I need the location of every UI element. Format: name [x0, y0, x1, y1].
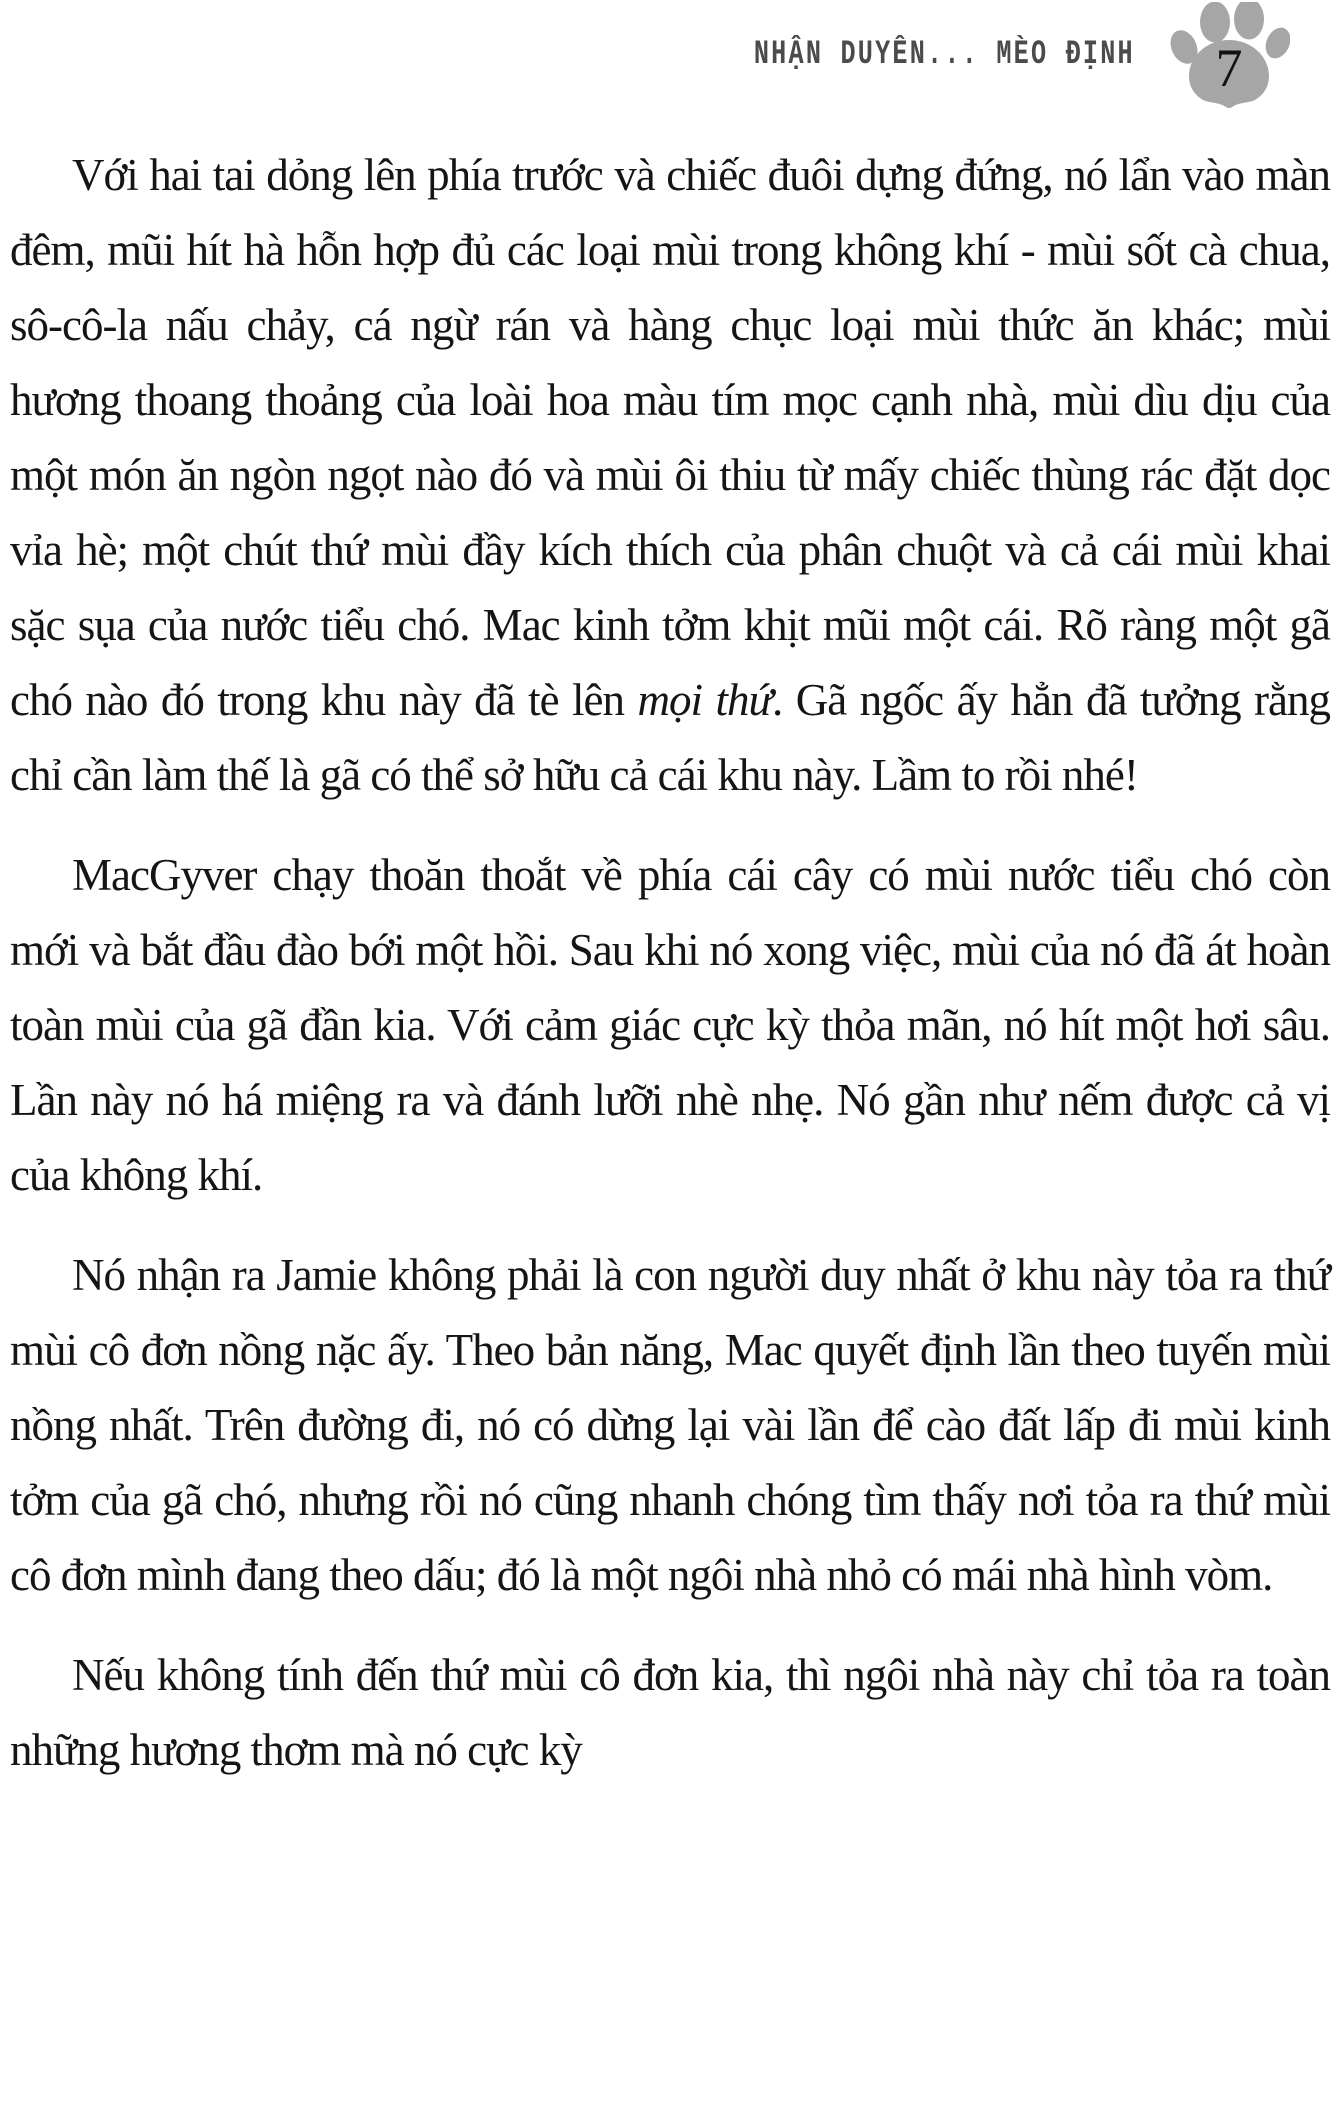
running-header	[0, 0, 1340, 118]
page-body	[10, 138, 1330, 1813]
paragraph-2: MacGyver chạy thoăn thoắt về phía cái cây có mùi nước tiểu chó còn mới và bắt đầu đào bới một hồi. Sau khi nó xong việc, mùi của nó đã át hoàn toàn mùi của gã đần kia. Với cảm giác cực kỳ thỏa mãn, nó hít một hơi sâu. Lần này nó há miệng ra và đánh lưỡi nhè nhẹ. Nó gần như nếm được cả vị của không khí.	[10, 850, 1330, 1200]
paragraph-1	[10, 138, 1330, 813]
paragraph-1-text-end: . Gã ngốc ấy hẳn đã tưởng rằng chỉ cần làm thế là gã có thể sở hữu cả cái khu này. Lầm to rồi nhé!	[10, 675, 1330, 800]
paragraph-1-text-start: Với hai tai dỏng lên phía trước và chiếc đuôi dựng đứng, nó lẩn vào màn đêm, mũi hít hà hỗn hợp đủ các loại mùi trong không khí - mùi sốt cà chua, sô-cô-la nấu chảy, cá ngừ rán và hàng chục loại mùi thức ăn khác; mùi hương thoang thoảng của loài hoa màu tím mọc cạnh nhà, mùi dìu dịu của một món ăn ngòn ngọt nào đó và mùi ôi thiu từ mấy chiếc thùng rác đặt dọc vỉa hè; một chút thứ mùi đầy kích thích của phân chuột và cả cái mùi khai sặc sụa của nước tiểu chó. Mac kinh tởm khịt mũi một cái. Rõ ràng một gã chó nào đó trong khu này đã tè lên	[10, 150, 1330, 725]
paw-print-icon	[1168, 2, 1290, 112]
paragraph-1-italic-phrase: mọi thứ	[637, 675, 772, 725]
chapter-title: NHẬN DUYÊN... MÈO ĐỊNH	[753, 36, 1135, 74]
paragraph-4: Nếu không tính đến thứ mùi cô đơn kia, thì ngôi nhà này chỉ tỏa ra toàn những hương thơm mà nó cực kỳ	[10, 1650, 1330, 1775]
paragraph-3: Nó nhận ra Jamie không phải là con người duy nhất ở khu này tỏa ra thứ mùi cô đơn nồng nặc ấy. Theo bản năng, Mac quyết định lần theo tuyến mùi nồng nhất. Trên đường đi, nó có dừng lại vài lần để cào đất lấp đi mùi kinh tởm của gã chó, nhưng rồi nó cũng nhanh chóng tìm thấy nơi tỏa ra thứ mùi cô đơn mình đang theo dấu; đó là một ngôi nhà nhỏ có mái nhà hình vòm.	[10, 1250, 1330, 1600]
page-number: 7	[1215, 38, 1243, 98]
